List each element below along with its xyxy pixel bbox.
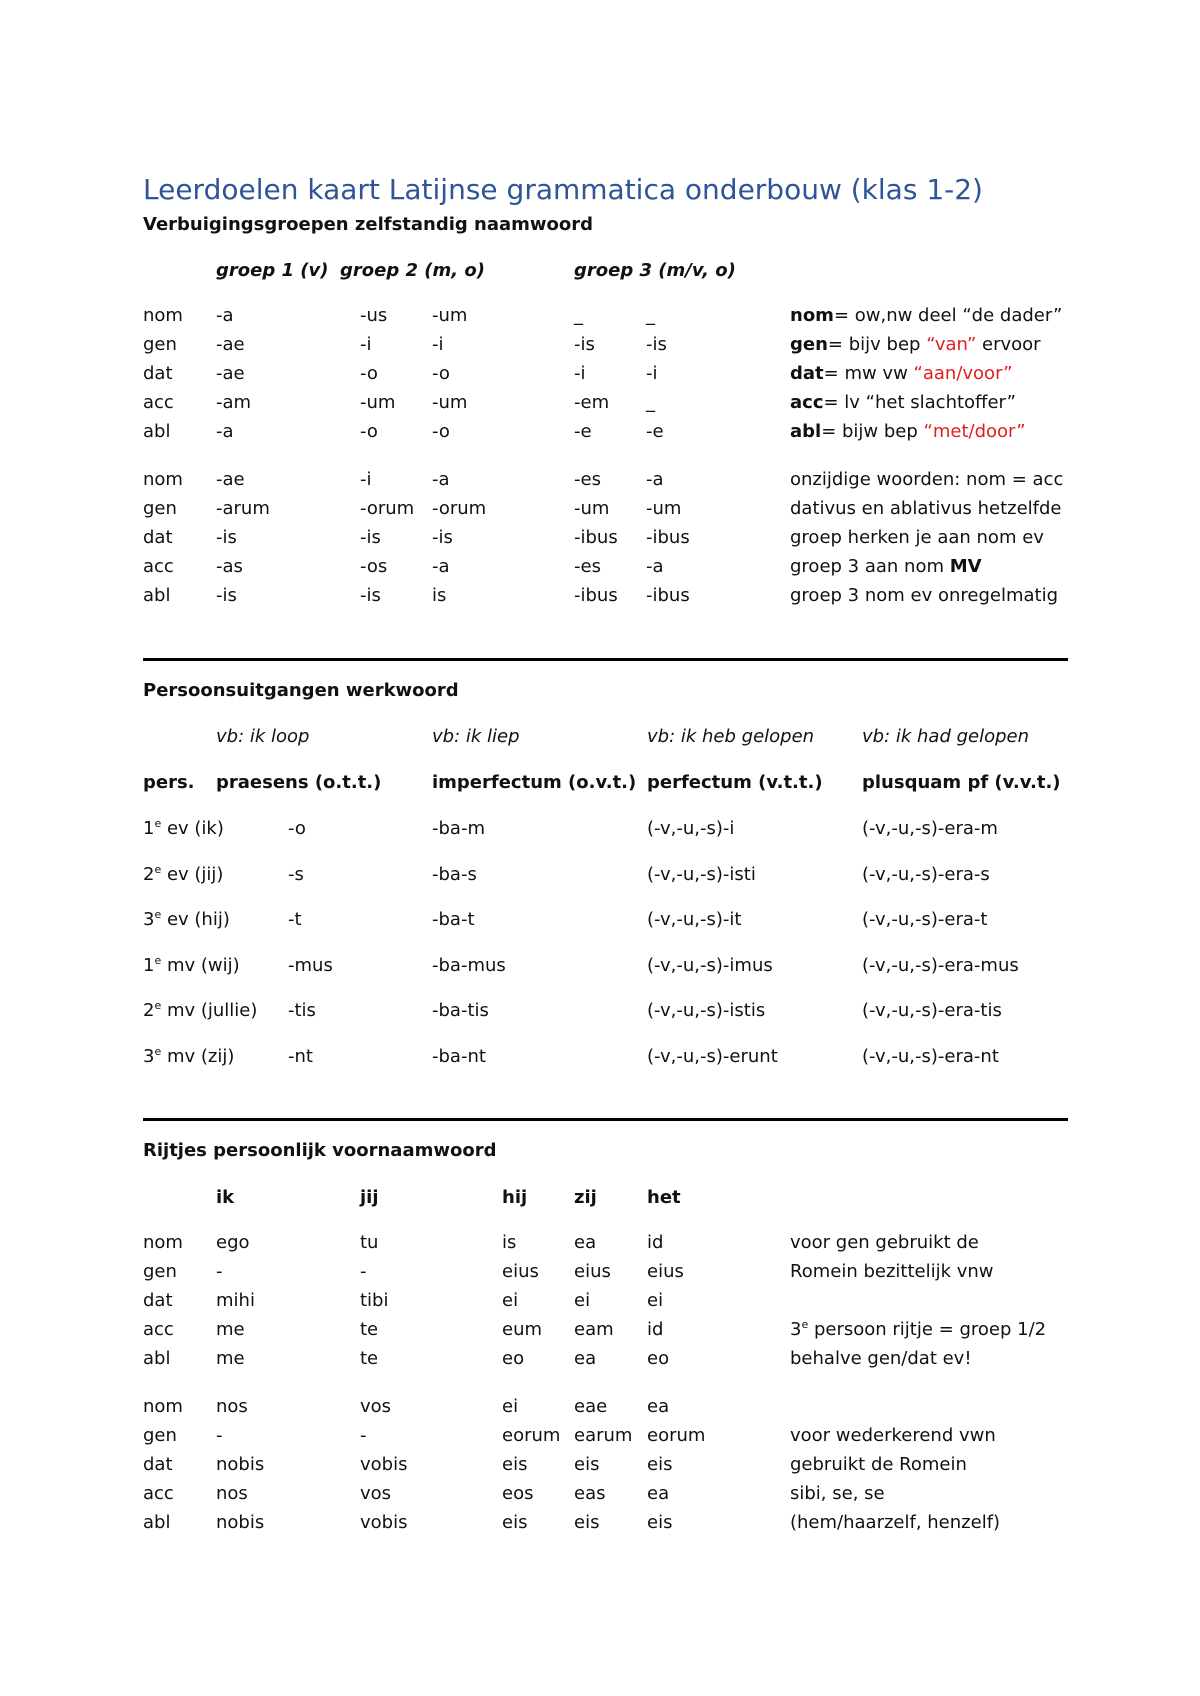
- table-row: [0, 332, 1200, 358]
- person-label: [143, 953, 240, 979]
- case-label: nom: [143, 1396, 183, 1417]
- pronoun-cell: ea: [574, 1348, 597, 1369]
- note-term: MV: [949, 556, 982, 577]
- note-highlight: “met/door”: [923, 421, 1026, 442]
- pronoun-cell: tu: [360, 1232, 379, 1253]
- note-term: nom: [790, 305, 834, 326]
- table-row: [0, 467, 1200, 493]
- pronoun-cell: me: [216, 1348, 245, 1369]
- note-cell: [790, 303, 1062, 329]
- pronoun-cell: ea: [574, 1232, 597, 1253]
- pronoun-cell: nos: [216, 1483, 248, 1504]
- ordinal-suffix: e: [154, 1044, 162, 1058]
- note-cell: [790, 1230, 979, 1256]
- pronoun-cell: ei: [647, 1290, 664, 1311]
- table-row: [0, 770, 1200, 796]
- case-label: abl: [143, 585, 171, 606]
- ending-cell: -is: [360, 527, 381, 548]
- pronoun-cell: vos: [360, 1396, 392, 1417]
- person-label: [143, 862, 223, 888]
- pronoun-cell: nobis: [216, 1512, 265, 1533]
- ending-cell: -ae: [216, 469, 245, 490]
- table-row: [0, 1481, 1200, 1507]
- ordinal-suffix: e: [154, 999, 162, 1012]
- pronoun-cell: earum: [574, 1425, 633, 1446]
- table-row: [0, 998, 1200, 1024]
- example-label: vb: ik liep: [432, 726, 520, 747]
- ending-cell: -a: [646, 556, 664, 577]
- note-text: Romein bezittelijk vnw: [790, 1261, 994, 1282]
- table-row: [0, 554, 1200, 580]
- note-text: behalve gen/dat ev!: [790, 1348, 972, 1369]
- page-title: Leerdoelen kaart Latijnse grammatica onderbouw (klas 1-2): [143, 173, 983, 206]
- case-label: gen: [143, 334, 177, 355]
- table-row: [0, 1288, 1200, 1314]
- ending-cell: -am: [216, 392, 252, 413]
- note-text: voor gen gebruikt de: [790, 1232, 979, 1253]
- table-row: [0, 258, 1200, 284]
- table-row: [0, 1230, 1200, 1256]
- note-cell: [790, 332, 1041, 358]
- note-text: ervoor: [976, 334, 1041, 355]
- ending-cell: -is: [360, 585, 381, 606]
- ending-cell: -es: [574, 556, 601, 577]
- note-text: = bijv bep: [827, 334, 927, 355]
- ending-cell: -orum: [360, 498, 415, 519]
- person-text: mv (zij): [161, 1045, 235, 1067]
- section-heading-verb-endings: Persoonsuitgangen werkwoord: [143, 680, 459, 701]
- ending-cell: -ibus: [574, 585, 618, 606]
- note-text: sibi, se, se: [790, 1483, 885, 1504]
- plusquamperfectum-ending: (-v,-u,-s)-era-m: [862, 818, 998, 839]
- ending-cell: -i: [646, 363, 658, 384]
- person-text: mv (jullie): [161, 1000, 258, 1021]
- ending-cell: -ibus: [646, 585, 690, 606]
- column-header: groep 2 (m, o): [340, 260, 485, 281]
- column-header: perfectum (v.t.t.): [647, 772, 823, 793]
- ending-cell: -as: [216, 556, 243, 577]
- table-row: [0, 1510, 1200, 1536]
- pronoun-cell: eis: [647, 1512, 673, 1533]
- note-text: persoon rijtje = groep 1/2: [808, 1319, 1047, 1340]
- table-row: [0, 862, 1200, 888]
- table-row: [0, 1317, 1200, 1343]
- ending-cell: -a: [646, 469, 664, 490]
- table-row: [0, 1423, 1200, 1449]
- note-text: voor wederkerend vwn: [790, 1425, 996, 1446]
- note-text: dativus en ablativus hetzelfde: [790, 498, 1062, 519]
- case-label: dat: [143, 527, 173, 548]
- praesens-ending: -o: [288, 818, 306, 839]
- pronoun-cell: nos: [216, 1396, 248, 1417]
- note-text: = ow,nw deel “de dader”: [833, 305, 1063, 326]
- person-text: mv (wij): [161, 954, 240, 976]
- person-label: [143, 816, 224, 842]
- example-label: vb: ik loop: [216, 726, 310, 747]
- note-term: dat: [790, 363, 824, 384]
- table-row: [0, 724, 1200, 750]
- case-label: acc: [143, 392, 174, 413]
- imperfectum-ending: -ba-m: [432, 818, 485, 839]
- praesens-ending: -nt: [288, 1045, 313, 1067]
- case-label: acc: [143, 1483, 174, 1504]
- ending-cell: -a: [216, 421, 234, 442]
- praesens-ending: -tis: [288, 1000, 316, 1021]
- pronoun-cell: eis: [574, 1454, 600, 1475]
- pronoun-cell: eorum: [502, 1425, 561, 1446]
- pronoun-cell: vobis: [360, 1454, 408, 1475]
- column-header: praesens (o.t.t.): [216, 772, 382, 793]
- person-number: 2: [143, 1000, 155, 1021]
- table-row: [0, 361, 1200, 387]
- ending-cell: -um: [432, 305, 468, 326]
- case-label: gen: [143, 498, 177, 519]
- ordinal-suffix: e: [154, 817, 162, 830]
- pronoun-cell: -: [360, 1261, 367, 1282]
- table-row: [0, 1346, 1200, 1372]
- note-highlight: “van”: [926, 334, 977, 355]
- pronoun-cell: eis: [574, 1512, 600, 1533]
- ending-cell: -a: [432, 469, 450, 490]
- column-header: ik: [216, 1187, 235, 1208]
- pronoun-cell: mihi: [216, 1290, 255, 1311]
- divider: [143, 1118, 1068, 1121]
- praesens-ending: -t: [288, 909, 302, 930]
- pronoun-cell: eorum: [647, 1425, 706, 1446]
- note-cell: [790, 1317, 1046, 1343]
- note-cell: [790, 1259, 994, 1285]
- note-term: gen: [790, 334, 828, 355]
- ending-cell: -ibus: [574, 527, 618, 548]
- pronoun-cell: ego: [216, 1232, 250, 1253]
- ending-cell: -ibus: [646, 527, 690, 548]
- pronoun-cell: me: [216, 1319, 245, 1340]
- note-cell: [790, 419, 1026, 445]
- pronoun-cell: eo: [502, 1348, 525, 1369]
- case-label: abl: [143, 1348, 171, 1369]
- praesens-ending: -mus: [288, 954, 333, 976]
- ending-cell: -is: [574, 334, 595, 355]
- ending-cell: -ae: [216, 363, 245, 384]
- ending-cell: -o: [360, 363, 378, 384]
- column-header: pers.: [143, 772, 195, 793]
- note-text: onzijdige woorden: nom = acc: [790, 469, 1064, 490]
- ending-cell: -ae: [216, 334, 245, 355]
- note-cell: [790, 390, 1016, 416]
- perfectum-ending: (-v,-u,-s)-i: [647, 818, 735, 839]
- plusquamperfectum-ending: (-v,-u,-s)-era-s: [862, 863, 990, 885]
- case-label: dat: [143, 363, 173, 384]
- note-number: 3: [790, 1319, 802, 1340]
- pronoun-cell: -: [360, 1425, 367, 1446]
- person-number: 3: [143, 1045, 155, 1067]
- column-header: jij: [360, 1187, 379, 1208]
- table-row: [0, 1394, 1200, 1420]
- case-label: acc: [143, 556, 174, 577]
- ending-cell: -a: [432, 556, 450, 577]
- pronoun-cell: nobis: [216, 1454, 265, 1475]
- note-cell: [790, 1510, 1000, 1536]
- pronoun-cell: ei: [502, 1290, 519, 1311]
- pronoun-cell: vos: [360, 1483, 392, 1504]
- praesens-ending: -s: [288, 863, 304, 885]
- table-row: [0, 496, 1200, 522]
- ending-cell: -is: [646, 334, 667, 355]
- pronoun-cell: eo: [647, 1348, 670, 1369]
- note-text: = lv “het slachtoffer”: [823, 392, 1017, 413]
- ending-cell: -os: [360, 556, 388, 577]
- person-text: ev (hij): [161, 909, 230, 930]
- case-label: gen: [143, 1261, 177, 1282]
- ending-cell: -a: [216, 305, 234, 326]
- case-label: gen: [143, 1425, 177, 1446]
- ending-cell: -um: [574, 498, 610, 519]
- column-header: zij: [574, 1187, 597, 1208]
- plusquamperfectum-ending: (-v,-u,-s)-era-t: [862, 909, 988, 930]
- case-label: nom: [143, 469, 183, 490]
- column-header: het: [647, 1187, 681, 1208]
- section-heading-declension: Verbuigingsgroepen zelfstandig naamwoord: [143, 214, 594, 235]
- table-row: [0, 1044, 1200, 1070]
- case-label: dat: [143, 1290, 173, 1311]
- case-label: acc: [143, 1319, 174, 1340]
- column-header: plusquam pf (v.v.t.): [862, 772, 1061, 793]
- ending-cell: -arum: [216, 498, 270, 519]
- pronoun-cell: eos: [502, 1483, 534, 1504]
- note-text: gebruikt de Romein: [790, 1454, 967, 1475]
- pronoun-cell: vobis: [360, 1512, 408, 1533]
- imperfectum-ending: -ba-nt: [432, 1045, 486, 1067]
- ending-cell: -e: [574, 421, 592, 442]
- ending-cell: -um: [646, 498, 682, 519]
- table-row: [0, 1185, 1200, 1211]
- imperfectum-ending: -ba-mus: [432, 954, 506, 976]
- imperfectum-ending: -ba-tis: [432, 1000, 489, 1021]
- pronoun-cell: te: [360, 1319, 379, 1340]
- plusquamperfectum-ending: (-v,-u,-s)-era-mus: [862, 954, 1019, 976]
- ending-cell: -i: [432, 334, 444, 355]
- table-row: [0, 1259, 1200, 1285]
- ordinal-suffix: e: [801, 1318, 809, 1331]
- table-row: [0, 303, 1200, 329]
- pronoun-cell: eae: [574, 1396, 608, 1417]
- perfectum-ending: (-v,-u,-s)-erunt: [647, 1045, 778, 1067]
- case-label: abl: [143, 1512, 171, 1533]
- perfectum-ending: (-v,-u,-s)-imus: [647, 954, 773, 976]
- table-row: [0, 419, 1200, 445]
- pronoun-cell: te: [360, 1348, 379, 1369]
- pronoun-cell: eas: [574, 1483, 606, 1504]
- pronoun-cell: is: [502, 1232, 517, 1253]
- pronoun-cell: eius: [574, 1261, 611, 1282]
- column-header: hij: [502, 1187, 528, 1208]
- pronoun-cell: -: [216, 1425, 223, 1446]
- table-row: [0, 525, 1200, 551]
- ending-cell: -em: [574, 392, 610, 413]
- table-row: [0, 583, 1200, 609]
- ending-cell: -i: [574, 363, 586, 384]
- perfectum-ending: (-v,-u,-s)-istis: [647, 1000, 766, 1021]
- pronoun-cell: eis: [502, 1512, 528, 1533]
- ending-cell: -o: [432, 363, 450, 384]
- ordinal-suffix: e: [154, 953, 162, 967]
- ending-cell: -is: [216, 585, 237, 606]
- pronoun-cell: ei: [502, 1396, 519, 1417]
- pronoun-cell: tibi: [360, 1290, 389, 1311]
- table-row: [0, 1452, 1200, 1478]
- note-cell: [790, 1481, 885, 1507]
- note-text: = mw vw: [823, 363, 914, 384]
- ending-cell: -es: [574, 469, 601, 490]
- note-cell: [790, 583, 1058, 609]
- note-text: groep 3 nom ev onregelmatig: [790, 585, 1059, 606]
- ending-cell: -orum: [432, 498, 487, 519]
- plusquamperfectum-ending: (-v,-u,-s)-era-nt: [862, 1045, 999, 1067]
- person-number: 1: [143, 954, 155, 976]
- column-header: imperfectum (o.v.t.): [432, 772, 637, 793]
- ending-cell: is: [432, 585, 447, 606]
- note-text: groep herken je aan nom ev: [790, 527, 1044, 548]
- column-header: groep 3 (m/v, o): [574, 260, 736, 281]
- person-number: 3: [143, 909, 155, 930]
- pronoun-cell: ei: [574, 1290, 591, 1311]
- note-cell: [790, 525, 1044, 551]
- ordinal-suffix: e: [154, 862, 162, 876]
- pronoun-cell: eis: [502, 1454, 528, 1475]
- person-number: 1: [143, 818, 155, 839]
- ending-cell: -o: [360, 421, 378, 442]
- ending-cell: _: [646, 392, 655, 413]
- column-header: groep 1 (v): [216, 260, 329, 281]
- example-label: vb: ik heb gelopen: [647, 726, 815, 747]
- note-cell: [790, 467, 1063, 493]
- pronoun-cell: eis: [647, 1454, 673, 1475]
- person-label: [143, 998, 257, 1024]
- pronoun-cell: eius: [502, 1261, 539, 1282]
- case-label: nom: [143, 305, 183, 326]
- ending-cell: -us: [360, 305, 388, 326]
- ending-cell: -o: [432, 421, 450, 442]
- ordinal-suffix: e: [154, 908, 162, 921]
- imperfectum-ending: -ba-t: [432, 909, 475, 930]
- note-cell: [790, 496, 1062, 522]
- pronoun-cell: eum: [502, 1319, 543, 1340]
- pronoun-cell: ea: [647, 1396, 670, 1417]
- pronoun-cell: -: [216, 1261, 223, 1282]
- section-heading-pronouns: Rijtjes persoonlijk voornaamwoord: [143, 1140, 497, 1161]
- pronoun-cell: id: [647, 1232, 664, 1253]
- perfectum-ending: (-v,-u,-s)-isti: [647, 863, 756, 885]
- note-cell: [790, 1346, 972, 1372]
- note-cell: [790, 1452, 967, 1478]
- person-label: [143, 907, 230, 933]
- note-text: groep 3 aan nom: [790, 556, 950, 577]
- table-row: [0, 390, 1200, 416]
- ending-cell: -um: [432, 392, 468, 413]
- ending-cell: -is: [432, 527, 453, 548]
- note-term: abl: [790, 421, 822, 442]
- note-cell: [790, 1423, 996, 1449]
- note-cell: [790, 554, 982, 580]
- note-text: (hem/haarzelf, henzelf): [790, 1512, 1001, 1533]
- table-row: [0, 953, 1200, 979]
- pronoun-cell: eam: [574, 1319, 614, 1340]
- perfectum-ending: (-v,-u,-s)-it: [647, 909, 742, 930]
- example-label: vb: ik had gelopen: [862, 726, 1030, 747]
- ending-cell: -is: [216, 527, 237, 548]
- note-term: acc: [790, 392, 824, 413]
- ending-cell: -i: [360, 469, 372, 490]
- pronoun-cell: ea: [647, 1483, 670, 1504]
- table-row: [0, 816, 1200, 842]
- case-label: abl: [143, 421, 171, 442]
- case-label: dat: [143, 1454, 173, 1475]
- ending-cell: -um: [360, 392, 396, 413]
- person-text: ev (ik): [161, 818, 224, 839]
- divider: [143, 658, 1068, 661]
- person-label: [143, 1044, 234, 1070]
- table-row: [0, 907, 1200, 933]
- pronoun-cell: eius: [647, 1261, 684, 1282]
- plusquamperfectum-ending: (-v,-u,-s)-era-tis: [862, 1000, 1002, 1021]
- person-number: 2: [143, 863, 155, 885]
- note-cell: [790, 361, 1013, 387]
- ending-cell: -e: [646, 421, 664, 442]
- person-text: ev (jij): [161, 863, 224, 885]
- ending-cell: _: [574, 305, 583, 326]
- imperfectum-ending: -ba-s: [432, 863, 477, 885]
- ending-cell: -i: [360, 334, 372, 355]
- case-label: nom: [143, 1232, 183, 1253]
- note-text: = bijw bep: [821, 421, 924, 442]
- pronoun-cell: id: [647, 1319, 664, 1340]
- ending-cell: _: [646, 305, 655, 326]
- note-highlight: “aan/voor”: [913, 363, 1013, 384]
